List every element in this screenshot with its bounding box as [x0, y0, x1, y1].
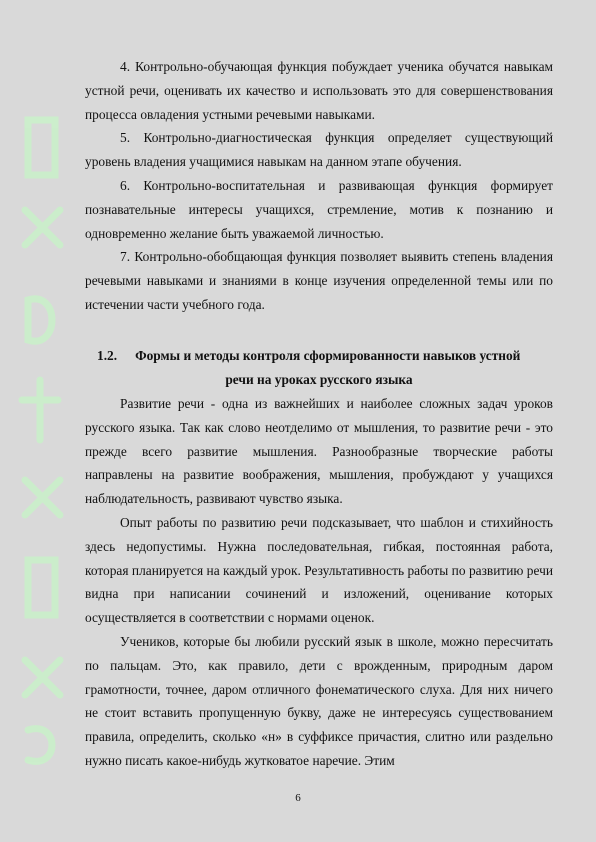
section-heading-line1: [85, 344, 553, 368]
paragraph-function-4: 4. Контрольно-обучающая функция побуждает ученика обучатся навыкам устной речи, оценивать их качество и использовать это для совершенствования процесса овладения устными речевыми навыками.: [85, 59, 553, 122]
paragraph-function-6: 6. Контрольно-воспитательная и развивающая функция формирует познавательные интересы учащихся, стремление, мотив к познанию и одновременно желание быть уважаемой личностью.: [85, 177, 553, 241]
watermark: [10, 80, 70, 770]
paragraphs-bottom: [85, 392, 553, 773]
paragraphs-top: [85, 55, 553, 317]
paragraph-work-experience: Опыт работы по развитию речи подсказывает, что шаблон и стихийность здесь недопустимы. Нужна последовательная, гибкая, постоянная работа, которая планируется на каждый урок. Результативность работы по развитию речи видна при написании сочинений и изложений, оценивание которых осуществляется в соответствии с нормами оценок.: [85, 514, 553, 626]
paragraph-speech-development: Развитие речи - одна из важнейших и наиболее сложных задач уроков русского языка. Так как слово неотделимо от мышления, то развитие речи - это прежде всего развитие мышления. Разнообразные творческие работы направлены на развитие воображения, мышления, пробуждают у учащихся наблюдательность, развивают чувство языка.: [85, 396, 553, 507]
paragraph-function-5: 5. Контрольно-диагностическая функция определяет существующий уровень владения учащимися навыкам на данном этапе обучения.: [85, 130, 553, 170]
paragraph-function-7: 7. Контрольно-обобщающая функция позволяет выявить степень владения речевыми навыками и знаниями в конце изучения определенной темы или по истечении части учебного года.: [85, 249, 553, 312]
section-number: 1.2.: [97, 348, 118, 363]
page-number: 6: [295, 792, 301, 804]
section-title-part2: речи на уроках русского языка: [225, 371, 413, 387]
paragraph-students: Учеников, которые бы любили русский язык в школе, можно пересчитать по пальцам. Это, как правило, дети с врожденным, природным даром грамотности, точнее, даром отличного фонематического слуха. Для них ничего не стоит вставить пропущенную букву, даже не интересуясь существованием правила, определить, сколько «н» в суффиксе причастия, слитно или раздельно нужно писать какое-нибудь жутковатое наречие. Этим: [85, 633, 553, 768]
section-heading: [85, 344, 553, 392]
section-title-part1: Формы и методы контроля сформированности навыков устной: [135, 348, 521, 363]
